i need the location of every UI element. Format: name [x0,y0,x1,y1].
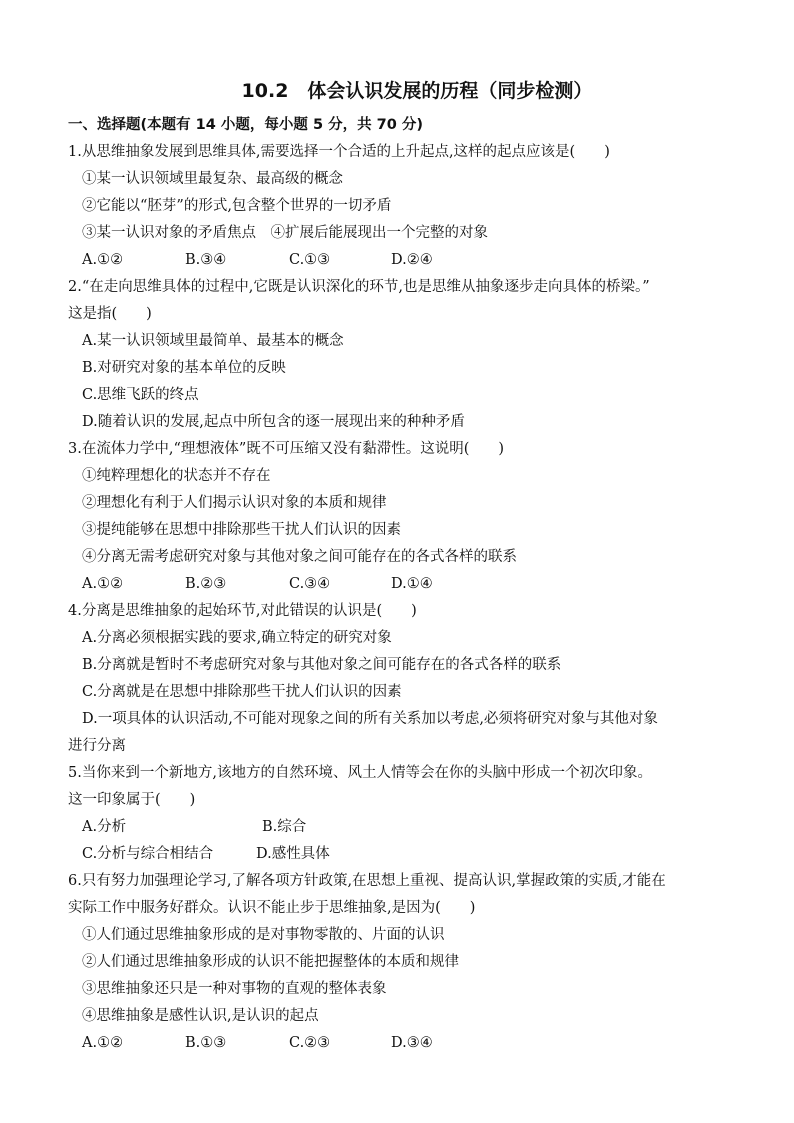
question-6 [68,868,746,1057]
option-d-continued: 进行分离 [68,738,126,754]
option-d[interactable]: D.①④ [391,576,433,592]
statement-item: ④分离无需考虑研究对象与其他对象之间可能存在的各式各样的联系 [82,549,517,565]
option-d[interactable]: D.②④ [391,252,433,268]
option-a[interactable]: A.①② [82,252,124,268]
statement-item: ②它能以“胚芽”的形式,包含整个世界的一切矛盾 [82,198,392,214]
option-c[interactable]: C.分离就是在思想中排除那些干扰人们认识的因素 [82,684,402,700]
statement-item: ③某一认识对象的矛盾焦点 ④扩展后能展现出一个完整的对象 [82,225,488,241]
question-5 [68,760,746,868]
question-stem-continued: 实际工作中服务好群众。认识不能止步于思维抽象,是因为( ) [68,900,476,916]
option-d[interactable]: D.③④ [391,1035,433,1051]
option-d[interactable]: D.随着认识的发展,起点中所包含的逐一展现出来的种种矛盾 [82,414,465,430]
option-b[interactable]: B.②③ [185,576,227,592]
answer-options-row-1 [68,814,746,841]
question-1 [68,139,746,274]
statement-item: ①某一认识领域里最复杂、最高级的概念 [82,171,343,187]
answer-options [68,571,746,598]
answer-options [68,247,746,274]
page-title: 10.2 体会认识发展的历程（同步检测） [241,80,593,102]
section-heading: 一、选择题(本题有 14 小题，每小题 5 分，共 70 分) [68,117,423,133]
statement-item: ②人们通过思维抽象形成的认识不能把握整体的本质和规律 [82,954,459,970]
option-a[interactable]: A.分析 [82,819,127,835]
option-c[interactable]: C.①③ [289,252,331,268]
option-b[interactable]: B.③④ [185,252,227,268]
statement-item: ①纯粹理想化的状态并不存在 [82,468,271,484]
option-d[interactable]: D.一项具体的认识活动,不可能对现象之间的所有关系加以考虑,必须将研究对象与其他对象 [82,711,658,727]
question-3 [68,436,746,598]
statement-item: ③提纯能够在思想中排除那些干扰人们认识的因素 [82,522,401,538]
option-c[interactable]: C.②③ [289,1035,331,1051]
option-b[interactable]: B.①③ [185,1035,227,1051]
statement-item: ②理想化有利于人们揭示认识对象的本质和规律 [82,495,387,511]
option-b[interactable]: B.对研究对象的基本单位的反映 [82,360,286,376]
option-a[interactable]: A.某一认识领域里最简单、最基本的概念 [82,333,344,349]
statement-item: ①人们通过思维抽象形成的是对事物零散的、片面的认识 [82,927,445,943]
option-a[interactable]: A.①② [82,576,124,592]
answer-options-row-2 [68,841,746,868]
option-c[interactable]: C.③④ [289,576,331,592]
question-stem-continued: 这是指( ) [68,306,152,322]
question-stem: 6.只有努力加强理论学习,了解各项方针政策,在思想上重视、提高认识,掌握政策的实质,才能在 [68,873,666,889]
question-stem: 1.从思维抽象发展到思维具体,需要选择一个合适的上升起点,这样的起点应该是( ) [68,144,610,160]
option-c[interactable]: C.分析与综合相结合 [82,846,214,862]
question-stem: 4.分离是思维抽象的起始环节,对此错误的认识是( ) [68,603,417,619]
question-stem: 3.在流体力学中,“理想液体”既不可压缩又没有黏滞性。这说明( ) [68,441,505,457]
option-b[interactable]: B.综合 [262,819,307,835]
option-a[interactable]: A.分离必须根据实践的要求,确立特定的研究对象 [82,630,392,646]
option-b[interactable]: B.分离就是暂时不考虑研究对象与其他对象之间可能存在的各式各样的联系 [82,657,562,673]
question-2 [68,274,746,436]
option-d[interactable]: D.感性具体 [256,846,330,862]
option-c[interactable]: C.思维飞跃的终点 [82,387,199,403]
question-stem: 5.当你来到一个新地方,该地方的自然环境、风土人情等会在你的头脑中形成一个初次印象。 [68,765,652,781]
question-stem: 2.“在走向思维具体的过程中,它既是认识深化的环节,也是思维从抽象逐步走向具体的桥梁。” [68,279,650,295]
statement-item: ④思维抽象是感性认识,是认识的起点 [82,1008,319,1024]
answer-options [68,1030,746,1057]
question-4 [68,598,746,760]
option-a[interactable]: A.①② [82,1035,124,1051]
statement-item: ③思维抽象还只是一种对事物的直观的整体表象 [82,981,387,997]
question-stem-continued: 这一印象属于( ) [68,792,196,808]
